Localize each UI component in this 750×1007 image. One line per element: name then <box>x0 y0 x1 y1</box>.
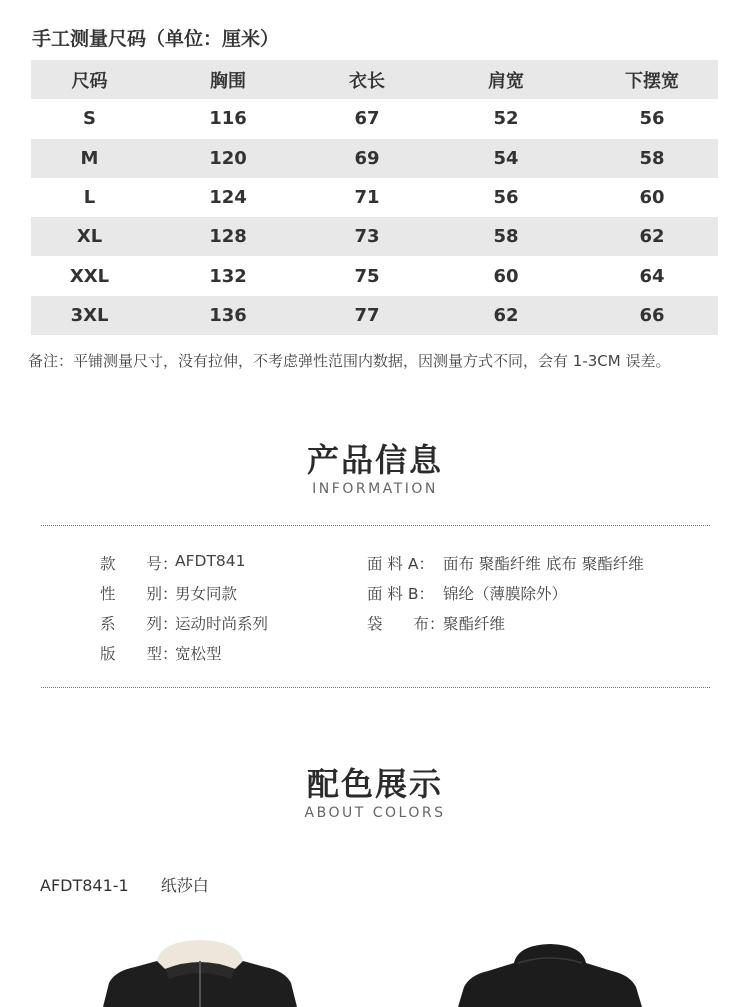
table-cell: 69 <box>354 147 380 169</box>
measurement-note: 备注：平铺测量尺寸，没有拉伸，不考虑弹性范围内数据，因测量方式不同，会有 1-3CM 误差。 <box>28 352 671 370</box>
table-cell: 77 <box>354 304 380 326</box>
table-cell: 124 <box>209 187 247 209</box>
info-label: 版 型： <box>100 645 178 663</box>
header-chest: 胸围 <box>210 70 246 92</box>
table-cell: 60 <box>639 187 665 209</box>
info-item-fabric-a <box>367 552 644 574</box>
table-cell: 120 <box>209 147 247 169</box>
table-cell: 71 <box>354 187 380 209</box>
info-label: 袋 布： <box>367 615 445 633</box>
info-label: 款 号： <box>100 555 178 573</box>
table-row <box>31 178 718 217</box>
table-cell: 3XL <box>70 304 109 326</box>
table-cell: 52 <box>493 108 519 130</box>
info-value: 聚酯纤维 <box>443 615 506 633</box>
table-row <box>31 99 718 138</box>
size-table <box>31 60 718 335</box>
table-cell: 58 <box>639 147 665 169</box>
info-label: 面 料 A： <box>367 555 434 573</box>
table-cell: 67 <box>354 108 380 130</box>
info-item-style-no <box>100 552 246 574</box>
info-label: 性 别： <box>100 585 178 603</box>
colors-section-subtitle: ABOUT COLORS <box>304 805 446 821</box>
jacket-back-image <box>452 943 648 1007</box>
info-item-gender <box>100 582 237 604</box>
colors-section-title: 配色展示 <box>306 765 443 803</box>
info-value: 面布 聚酯纤维 底布 聚酯纤维 <box>443 555 644 573</box>
header-size: 尺码 <box>71 70 108 92</box>
table-cell: 62 <box>493 304 519 326</box>
table-row <box>31 217 718 256</box>
info-item-fit <box>100 642 222 664</box>
table-row <box>31 296 718 335</box>
info-value: 运动时尚系列 <box>175 615 269 633</box>
table-cell: 60 <box>493 265 519 287</box>
table-cell: M <box>80 147 99 169</box>
color-variant-label <box>40 873 209 896</box>
info-value: AFDT841 <box>175 552 246 570</box>
table-cell: 54 <box>493 147 519 169</box>
table-cell: 58 <box>493 226 519 248</box>
table-cell: 64 <box>639 265 665 287</box>
info-item-pocket-fabric <box>367 612 505 634</box>
table-cell: 132 <box>209 265 247 287</box>
table-row <box>31 256 718 295</box>
info-value: 锦纶（薄膜除外） <box>443 585 568 603</box>
header-hem: 下摆宽 <box>625 70 679 92</box>
info-value: 宽松型 <box>175 645 222 663</box>
info-section-subtitle: INFORMATION <box>312 481 438 497</box>
table-header-row <box>31 60 718 99</box>
info-label: 系 列： <box>100 615 178 633</box>
info-item-series <box>100 612 268 634</box>
table-cell: S <box>83 108 96 130</box>
jacket-front-image <box>95 939 305 1007</box>
divider <box>41 687 710 688</box>
table-cell: 136 <box>209 304 247 326</box>
table-cell: XL <box>76 226 103 248</box>
size-chart-title: 手工测量尺码（单位：厘米） <box>32 28 280 50</box>
header-shoulder: 肩宽 <box>488 70 524 92</box>
color-name: 纸莎白 <box>160 876 209 895</box>
table-cell: 116 <box>209 108 247 130</box>
info-value: 男女同款 <box>175 585 238 603</box>
table-cell: 56 <box>639 108 665 130</box>
table-cell: XXL <box>69 265 110 287</box>
table-cell: 73 <box>354 226 380 248</box>
info-item-fabric-b <box>367 582 567 604</box>
table-cell: L <box>83 187 96 209</box>
info-section-title: 产品信息 <box>306 441 443 479</box>
info-label: 面 料 B： <box>367 585 434 603</box>
table-cell: 62 <box>639 226 665 248</box>
table-row <box>31 139 718 178</box>
table-cell: 56 <box>493 187 519 209</box>
divider <box>41 525 710 526</box>
header-length: 衣长 <box>349 70 385 92</box>
table-cell: 66 <box>639 304 665 326</box>
table-cell: 128 <box>209 226 247 248</box>
table-cell: 75 <box>354 265 380 287</box>
color-code: AFDT841-1 <box>40 876 129 895</box>
